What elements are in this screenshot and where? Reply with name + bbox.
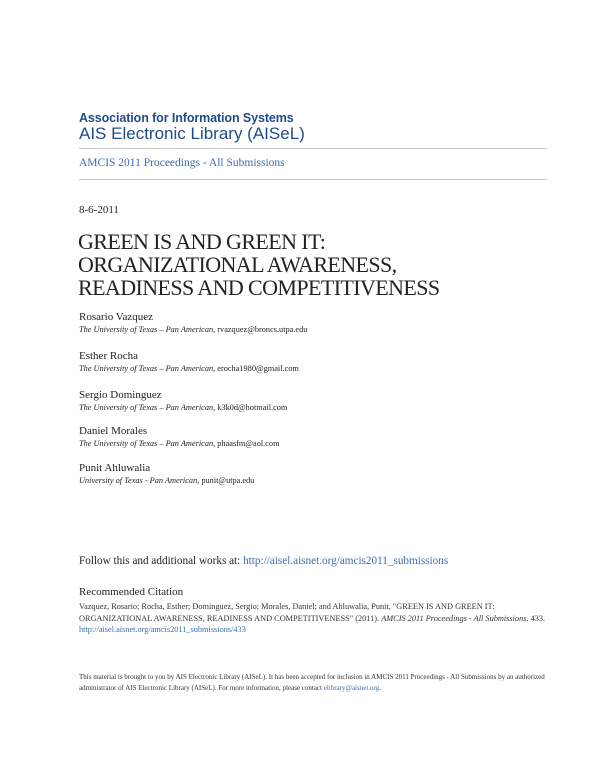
publication-date: 8-6-2011 (79, 204, 119, 216)
author-entry: Sergio Dominguez The University of Texas – Pan American, k3k0d@hotmail.com (79, 389, 288, 412)
title-line: GREEN IS AND GREEN IT: (78, 229, 326, 254)
author-name[interactable]: Rosario Vazquez (79, 311, 154, 323)
recommended-citation-heading: Recommended Citation (79, 586, 184, 598)
paper-title (78, 230, 548, 299)
citation-link[interactable]: http://aisel.aisnet.org/amcis2011_submissions/433 (79, 625, 246, 634)
author-institution: The University of Texas – Pan American (79, 325, 214, 334)
follow-line (79, 555, 448, 567)
author-institution: The University of Texas – Pan American (79, 439, 214, 448)
citation-proceedings: AMCIS 2011 Proceedings - All Submissions (381, 613, 527, 623)
citation-suffix: . 433. (526, 613, 546, 623)
author-name[interactable]: Sergio Dominguez (79, 389, 162, 401)
author-name[interactable]: Punit Ahluwalia (79, 462, 151, 474)
follow-link[interactable]: http://aisel.aisnet.org/amcis2011_submissions (243, 555, 449, 567)
author-institution: The University of Texas – Pan American (79, 364, 214, 373)
divider (79, 148, 547, 149)
author-email: phaasfm@aol.com (217, 439, 280, 448)
author-name[interactable]: Daniel Morales (79, 425, 148, 437)
author-email: k3k0d@hotmail.com (217, 403, 288, 412)
author-entry: Daniel Morales The University of Texas – Pan American, phaasfm@aol.com (79, 425, 280, 448)
library-notice (79, 672, 549, 693)
author-institution: University of Texas - Pan American (79, 476, 198, 485)
author-entry: Punit Ahluwalia University of Texas - Pan American, punit@utpa.edu (79, 462, 255, 485)
author-email: punit@utpa.edu (201, 476, 255, 485)
author-institution: The University of Texas – Pan American (79, 403, 214, 412)
library-name[interactable]: AIS Electronic Library (AISeL) (79, 124, 305, 143)
notice-end: . (379, 683, 381, 692)
author-name[interactable]: Esther Rocha (79, 350, 138, 362)
notice-text: This material is brought to you by AIS Electronic Library (AISeL). It has been accepted for inclusion in AMCIS 2011 Proceedings - All Submissions by an authorized administrator of AIS Electronic Library (AISeL). For more information, please contact (79, 673, 545, 692)
citation-body: Vazquez, Rosario; Rocha, Esther; Dominguez, Sergio; Morales, Daniel; and Ahluwalia, Punit, "GREEN IS AND GREEN IT: ORGANIZATIONAL AWARENESS, READINESS AND COMPETITIVENESS" (2011). (79, 602, 495, 623)
author-entry: Esther Rocha The University of Texas – Pan American, erocha1980@gmail.com (79, 350, 299, 373)
title-line: READINESS AND COMPETITIVENESS (78, 275, 440, 300)
title-line: ORGANIZATIONAL AWARENESS, (78, 252, 397, 277)
organization-name[interactable]: Association for Information Systems (79, 111, 294, 125)
series-link[interactable]: AMCIS 2011 Proceedings - All Submissions (79, 157, 285, 169)
author-email: rvazquez@broncs.utpa.edu (217, 325, 308, 334)
contact-email-link[interactable]: elibrary@aisnet.org (323, 683, 380, 692)
divider (79, 179, 547, 180)
author-email: erocha1980@gmail.com (217, 364, 299, 373)
follow-text: Follow this and additional works at: (79, 555, 244, 567)
citation-text (79, 601, 549, 636)
author-entry: Rosario Vazquez The University of Texas – Pan American, rvazquez@broncs.utpa.edu (79, 311, 308, 334)
